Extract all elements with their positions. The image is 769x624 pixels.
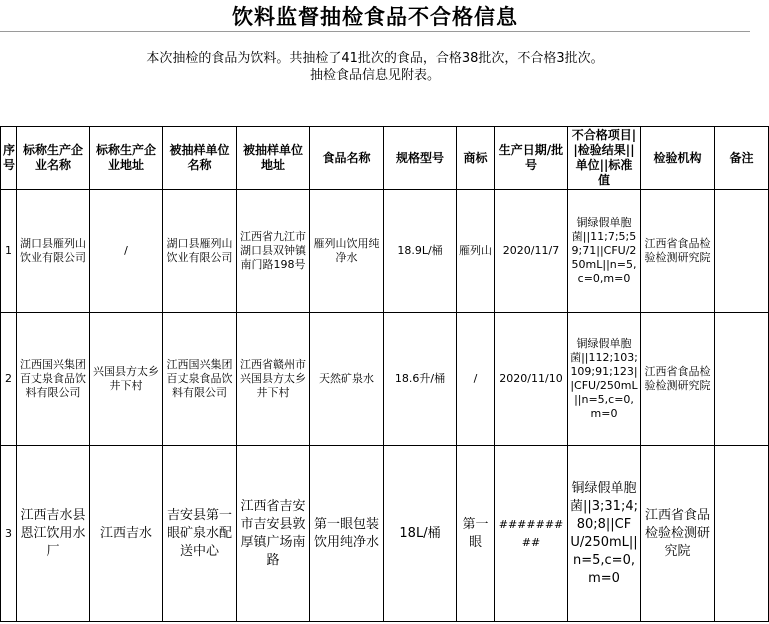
cell-brand: / (457, 313, 495, 446)
cell-brand: 雁列山 (457, 190, 495, 313)
cell-no: 3 (1, 446, 17, 622)
table-row (1, 190, 769, 313)
header-food-name: 食品名称 (310, 127, 384, 190)
cell-date: 2020/11/10 (495, 313, 568, 446)
summary-line-2: 抽检食品信息见附表。 (309, 68, 440, 83)
summary-text (0, 50, 750, 84)
header-brand: 商标 (457, 127, 495, 190)
cell-no: 2 (1, 313, 17, 446)
cell-no: 1 (1, 190, 17, 313)
cell-date: 2020/11/7 (495, 190, 568, 313)
header-manufacturer-address: 标称生产企业地址 (90, 127, 163, 190)
cell-sampled-unit: 江西国兴集团百丈泉食品饮料有限公司 (163, 313, 237, 446)
cell-sampled-unit: 湖口县雁列山饮业有限公司 (163, 190, 237, 313)
page-title: 饮料监督抽检食品不合格信息 (0, 0, 750, 32)
cell-food-name: 雁列山饮用纯净水 (310, 190, 384, 313)
cell-brand: 第一眼 (457, 446, 495, 622)
cell-spec: 18.6升/桶 (384, 313, 457, 446)
cell-manufacturer-address: 兴国县方太乡井下村 (90, 313, 163, 446)
cell-spec: 18L/桶 (384, 446, 457, 622)
summary-line-1: 本次抽检的食品为饮料。共抽检了41批次的食品，合格38批次，不合格3批次。 (146, 51, 604, 66)
cell-manufacturer: 湖口县雁列山饮业有限公司 (17, 190, 90, 313)
cell-manufacturer-address: / (90, 190, 163, 313)
header-failed-item: 不合格项目||检验结果||单位||标准值 (568, 127, 641, 190)
table-header-row (1, 127, 769, 190)
header-agency: 检验机构 (641, 127, 715, 190)
cell-manufacturer: 江西国兴集团百丈泉食品饮料有限公司 (17, 313, 90, 446)
cell-food-name: 天然矿泉水 (310, 313, 384, 446)
table-row (1, 313, 769, 446)
cell-note (715, 446, 769, 622)
header-date: 生产日期/批号 (495, 127, 568, 190)
header-manufacturer: 标称生产企业名称 (17, 127, 90, 190)
cell-agency: 江西省食品检验检测研究院 (641, 446, 715, 622)
header-note: 备注 (715, 127, 769, 190)
header-sampled-unit: 被抽样单位名称 (163, 127, 237, 190)
table-row (1, 446, 769, 622)
cell-spec: 18.9L/桶 (384, 190, 457, 313)
cell-failed-item: 铜绿假单胞菌||11;7;5;59;71||CFU/250mL||n=5,c=0,m=0 (568, 190, 641, 313)
cell-manufacturer: 江西吉水县恩江饮用水厂 (17, 446, 90, 622)
inspection-table (0, 126, 769, 622)
header-sampled-address: 被抽样单位地址 (237, 127, 310, 190)
cell-sampled-address: 江西省赣州市兴国县方太乡井下村 (237, 313, 310, 446)
cell-failed-item: 铜绿假单胞菌||3;31;4;80;8||CFU/250mL||n=5,c=0,m=0 (568, 446, 641, 622)
cell-failed-item: 铜绿假单胞菌||112;103;109;91;123||CFU/250mL||n=5,c=0,m=0 (568, 313, 641, 446)
header-spec: 规格型号 (384, 127, 457, 190)
cell-manufacturer-address: 江西吉水 (90, 446, 163, 622)
cell-food-name: 第一眼包装饮用纯净水 (310, 446, 384, 622)
header-no: 序号 (1, 127, 17, 190)
cell-sampled-unit: 吉安县第一眼矿泉水配送中心 (163, 446, 237, 622)
cell-agency: 江西省食品检验检测研究院 (641, 190, 715, 313)
cell-sampled-address: 江西省吉安市吉安县敦厚镇广场南路 (237, 446, 310, 622)
cell-sampled-address: 江西省九江市湖口县双钟镇南门路198号 (237, 190, 310, 313)
cell-note (715, 190, 769, 313)
cell-date: ######### (495, 446, 568, 622)
cell-agency: 江西省食品检验检测研究院 (641, 313, 715, 446)
cell-note (715, 313, 769, 446)
